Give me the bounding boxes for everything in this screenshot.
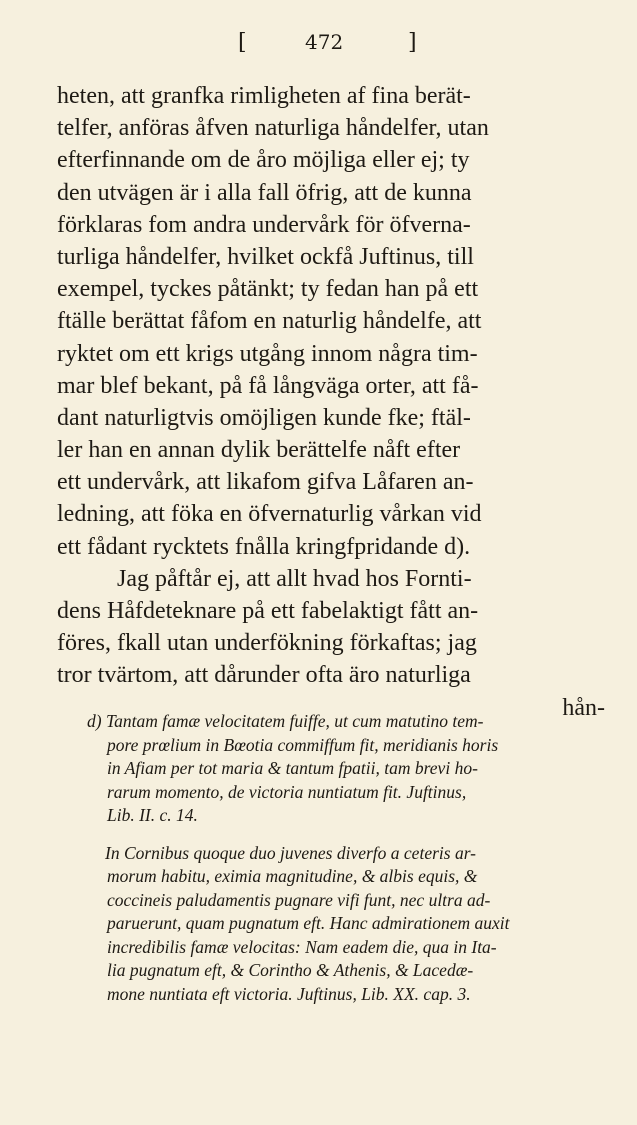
footnote-line: d) Tantam famæ velocitatem fuiffe, ut cum matutino tem- — [87, 711, 484, 731]
footnote-line: Lib. II. c. 14. — [107, 805, 198, 825]
body-line: ryktet om ett krigs utgång innom några tim- — [57, 340, 478, 367]
body-line: dant naturligtvis omöjligen kunde fke; ftäl- — [57, 404, 471, 431]
body-line: mar blef bekant, på få långväga orter, att få- — [57, 372, 479, 399]
catchword: hån- — [562, 694, 605, 721]
page-header — [0, 30, 637, 64]
body-line: ett undervårk, att likafom gifva Låfaren an- — [57, 469, 474, 496]
header-bracket-left: [ — [238, 30, 247, 55]
footnote-line: incredibilis famæ velocitas: Nam eadem die, qua in Ita- — [107, 936, 497, 957]
body-line: den utvägen är i alla fall öfrig, att de kunna — [57, 179, 472, 206]
footnote-line: morum habitu, eximia magnitudine, & albis equis, & — [107, 866, 478, 886]
body-line: ftälle berättat fåfom en naturlig håndelfe, att — [57, 308, 482, 335]
body-line: ledning, att föka en öfvernaturlig vårkan vid — [57, 501, 482, 528]
body-line: ler han en annan dylik berättelfe nåft efter — [57, 437, 461, 464]
body-line: tror tvärtom, att dårunder ofta äro naturliga — [57, 662, 471, 689]
footnote-line: paruerunt, quam pugnatum eft. Hanc admirationem auxit — [107, 913, 510, 933]
header-bracket-right: ] — [408, 30, 417, 55]
main-text — [57, 80, 605, 724]
body-line: telfer, anföras åfven naturliga håndelfer, utan — [57, 115, 489, 142]
footnote-line: lia pugnatum eft, & Corintho & Athenis, & Lacedæ- — [107, 960, 474, 980]
footnote-line: in Afiam per tot maria & tantum fpatii, tam brevi ho- — [107, 758, 478, 778]
body-line: föres, fkall utan underfökning förkaftas; jag — [57, 630, 477, 657]
body-line: ett fådant rycktets fnålla kringfpridande d). — [57, 533, 471, 560]
body-line: förklaras fom andra undervårk för öfverna- — [57, 211, 471, 238]
body-line: efterfinnande om de åro möjliga eller ej; ty — [57, 147, 470, 174]
page-number: 472 — [305, 30, 344, 54]
footnote-line: mone nuntiata eft victoria. Juftinus, Lib. XX. cap. 3. — [107, 983, 471, 1004]
body-line: heten, att granfka rimligheten af fina berät- — [57, 83, 471, 109]
body-line: turliga håndelfer, hvilket ockfå Juftinus, till — [57, 243, 474, 270]
body-line: dens Håfdeteknare på ett fabelaktigt fått an- — [57, 598, 479, 624]
body-line: Jag påftår ej, att allt hvad hos Fornti- — [117, 565, 472, 592]
footnote-line: In Cornibus quoque duo juvenes diverfo a ceteris ar- — [105, 842, 476, 863]
body-line: exempel, tyckes påtänkt; ty fedan han på ett — [57, 276, 479, 303]
footnotes — [87, 710, 613, 1006]
footnote-line: coccineis paludamentis pugnare vifi funt, nec ultra ad- — [107, 889, 491, 910]
footnote-line: rarum momento, de victoria nuntiatum fit. Juftinus, — [107, 781, 467, 802]
footnote-line: pore prœlium in Bœotia commiffum fit, meridianis horis — [107, 734, 499, 755]
